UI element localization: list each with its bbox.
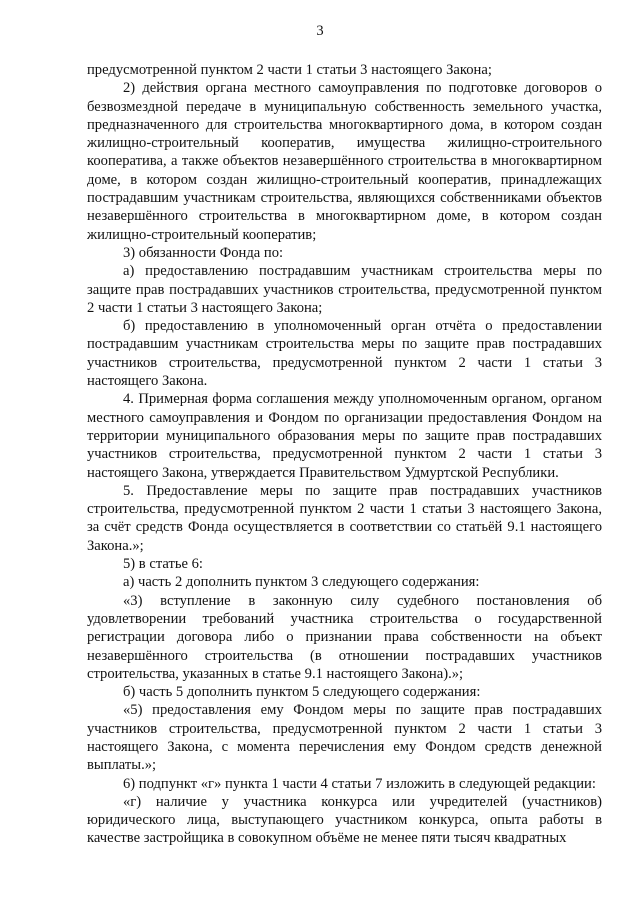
body-paragraph: б) предоставлению в уполномоченный орган отчёта о предоставлении пострадавшим участникам строительства меры по защите прав пострадавших участников строительства, предусмотренной пунктом 2 части 1 статьи 3 настоящего Закона. [87,318,602,390]
page-number: 3 [316,23,324,39]
body-paragraph: 4. Примерная форма соглашения между уполномоченным органом, органом местного самоуправления и Фондом по организации предоставления Фондом на территории муниципального образования меры по защите прав пострадавших участников строительства, предусмотренной пунктом 2 части 1 статьи 3 настоящего Закона, утверждается Правительством Удмуртской Республики. [87,391,602,481]
body-paragraph: 5) в статье 6: [123,556,203,573]
body-paragraph: 6) подпункт «г» пункта 1 части 4 статьи 7 изложить в следующей редакции: [123,775,596,792]
body-paragraph: 3) обязанности Фонда по: [123,244,284,261]
body-paragraph: а) часть 2 дополнить пунктом 3 следующего содержания: [123,574,480,591]
body-paragraph: б) часть 5 дополнить пунктом 5 следующего содержания: [123,684,481,701]
body-paragraph: «5) предоставления ему Фондом меры по защите прав пострадавших участников строительства, предусмотренной пунктом 2 части 1 статьи 3 настоящего Закона, с момента перечисления ему Фондом средств денежной выплаты.»; [87,702,602,774]
body-paragraph: «г) наличие у участника конкурса или учредителей (участников) юридического лица, выступающего участником конкурса, опыта работы в качестве застройщика в совокупном объёме не менее пяти тысяч квадратных [87,793,602,847]
body-paragraph: 2) действия органа местного самоуправления по подготовке договоров о безвозмездной передаче в муниципальную собственность земельного участка, предназначенного для строительства многоквартирного дома, в котором создан жилищно-строительный кооператив, имущества жилищно-строительного кооператива, а также объектов незавершённого строительства в многоквартирном доме, в котором создан жилищно-строительный кооператив, принадлежащих пострадавшим участникам строительства, являющихся собственниками объектов незавершённого строительства в многоквартирном доме, в котором создан жилищно-строительный кооператив; [87,80,602,243]
body-paragraph: предусмотренной пунктом 2 части 1 статьи 3 настоящего Закона; [87,62,492,78]
document-body [87,61,602,848]
body-paragraph: «3) вступление в законную силу судебного постановления об удовлетворении требований участника строительства о государственной регистрации договора либо о признании права собственности на объект незавершённого строительства (в отношении пострадавших участников строительства, указанных в статье 9.1 настоящего Закона).»; [87,592,602,682]
body-paragraph: 5. Предоставление меры по защите прав пострадавших участников строительства, предусмотренной пунктом 2 части 1 статьи 3 настоящего Закона, за счёт средств Фонда осуществляется в соответствии со статьёй 9.1 настоящего Закона.»; [87,482,602,554]
body-paragraph: а) предоставлению пострадавшим участникам строительства меры по защите прав пострадавших участников строительства, предусмотренной пунктом 2 части 1 статьи 3 настоящего Закона; [87,263,602,316]
